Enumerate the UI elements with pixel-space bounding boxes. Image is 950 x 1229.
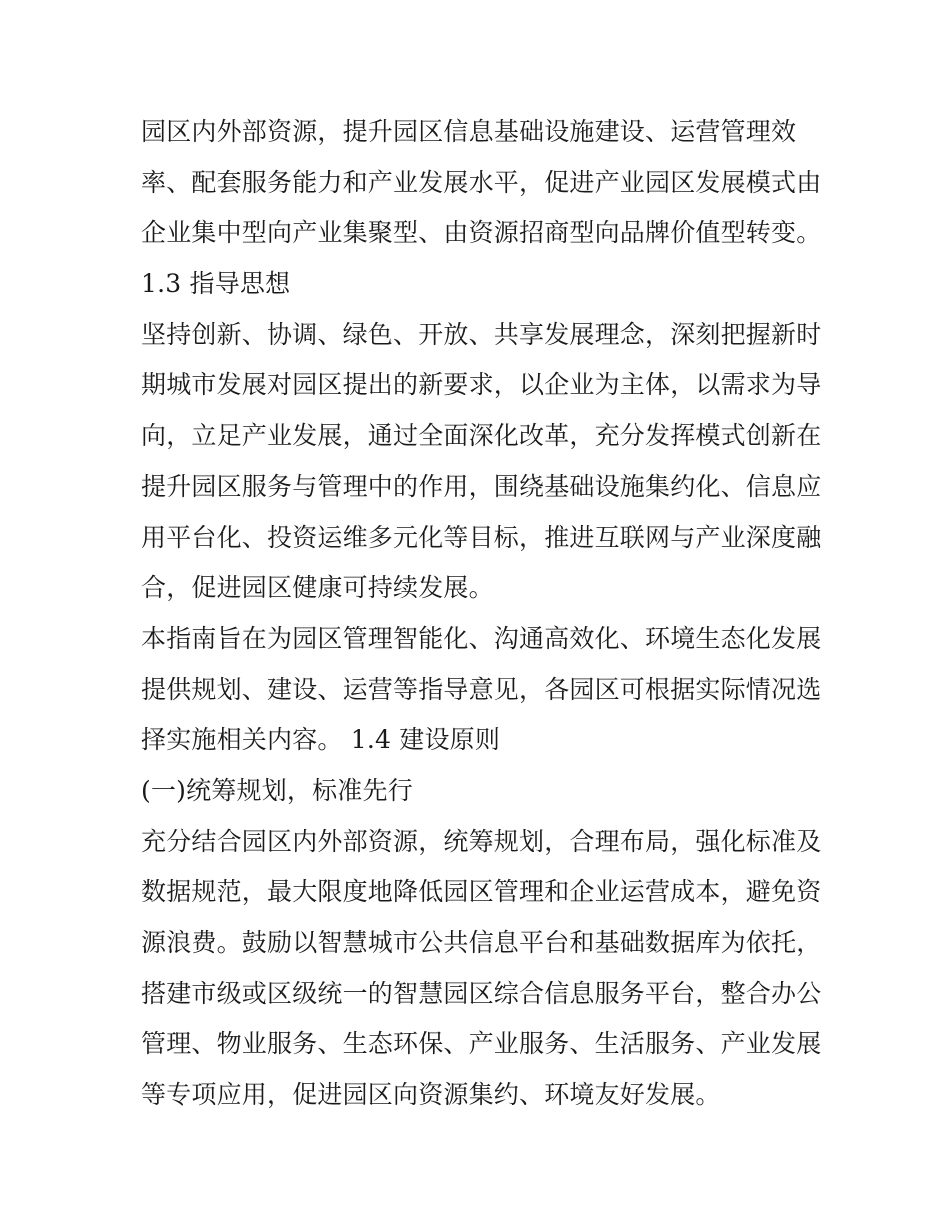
text-line: 园区内外部资源，提升园区信息基础设施建设、运营管理效: [141, 117, 797, 146]
text-line: 等专项应用，促进园区向资源集约、环境友好发展。: [141, 1080, 721, 1110]
text-line: 企业集中型向产业集聚型、由资源招商型向品牌价值型转变。: [141, 218, 822, 248]
text-line: 搭建市级或区级统一的智慧园区综合信息服务平台，整合办公: [141, 978, 822, 1008]
document-body: [141, 107, 841, 1121]
text-line: 提升园区服务与管理中的作用，围绕基础设施集约化、信息应: [141, 471, 822, 501]
text-line: 期城市发展对园区提出的新要求，以企业为主体，以需求为导: [141, 370, 822, 400]
text-line: 提供规划、建设、运营等指导意见，各园区可根据实际情况选: [141, 674, 822, 704]
text-line: 源浪费。鼓励以智慧城市公共信息平台和基础数据库为依托，: [141, 928, 822, 957]
text-line: 用平台化、投资运维多元化等目标，推进互联网与产业深度融: [141, 522, 822, 552]
text-line: 向，立足产业发展，通过全面深化改革，充分发挥模式创新在: [141, 421, 822, 451]
text-line: 择实施相关内容。 1.4 建设原则: [141, 725, 501, 755]
text-line: 坚持创新、协调、绿色、开放、共享发展理念，深刻把握新时: [141, 319, 822, 349]
text-line: 管理、物业服务、生态环保、产业服务、生活服务、产业发展: [141, 1029, 822, 1059]
text-line: 充分结合园区内外部资源，统筹规划，合理布局，强化标准及: [141, 826, 822, 856]
text-line: 合，促进园区健康可持续发展。: [141, 573, 494, 603]
subsection-heading: (一)统筹规划，标准先行: [141, 775, 413, 805]
section-heading-1-3: 1.3 指导思想: [141, 269, 291, 299]
text-line: 本指南旨在为园区管理智能化、沟通高效化、环境生态化发展: [141, 623, 822, 653]
text-line: 率、配套服务能力和产业发展水平，促进产业园区发展模式由: [141, 167, 822, 197]
text-line: 数据规范，最大限度地降低园区管理和企业运营成本，避免资: [141, 877, 822, 907]
